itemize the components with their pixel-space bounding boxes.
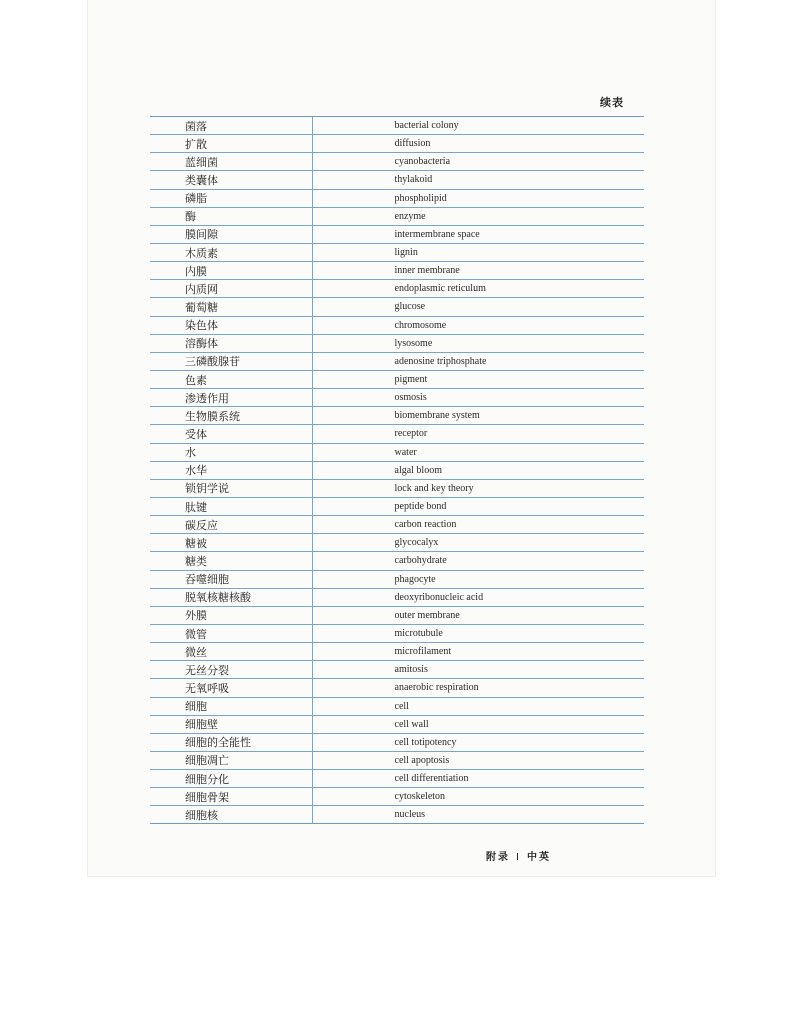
table-row [150, 461, 644, 479]
table-row [150, 588, 644, 606]
table-row [150, 788, 644, 806]
english-term: bacterial colony [312, 117, 644, 135]
chinese-term: 外膜 [150, 606, 312, 624]
table-row [150, 770, 644, 788]
english-term: microfilament [312, 643, 644, 661]
table-row [150, 316, 644, 334]
english-term: deoxyribonucleic acid [312, 588, 644, 606]
table-row [150, 135, 644, 153]
footer-separator: I [516, 852, 521, 863]
table-row [150, 624, 644, 642]
english-term: endoplasmic reticulum [312, 280, 644, 298]
chinese-term: 染色体 [150, 316, 312, 334]
table-row [150, 751, 644, 769]
chinese-term: 细胞核 [150, 806, 312, 824]
table-row [150, 679, 644, 697]
table-row [150, 497, 644, 515]
table-row [150, 117, 644, 135]
chinese-term: 溶酶体 [150, 334, 312, 352]
english-term: water [312, 443, 644, 461]
english-term: osmosis [312, 389, 644, 407]
table-row [150, 733, 644, 751]
table-row [150, 334, 644, 352]
chinese-term: 糖类 [150, 552, 312, 570]
table-row [150, 606, 644, 624]
chinese-term: 细胞的全能性 [150, 733, 312, 751]
chinese-term: 色素 [150, 370, 312, 388]
english-term: lignin [312, 243, 644, 261]
english-term: cell totipotency [312, 733, 644, 751]
english-term: glycocalyx [312, 534, 644, 552]
table-row [150, 407, 644, 425]
chinese-term: 肽键 [150, 497, 312, 515]
chinese-term: 细胞骨架 [150, 788, 312, 806]
glossary-table [150, 116, 644, 824]
footer-appendix: 附录 [486, 852, 510, 863]
chinese-term: 细胞壁 [150, 715, 312, 733]
english-term: nucleus [312, 806, 644, 824]
table-row [150, 643, 644, 661]
table-row [150, 661, 644, 679]
chinese-term: 细胞分化 [150, 770, 312, 788]
table-row [150, 225, 644, 243]
table-row [150, 425, 644, 443]
table-row [150, 352, 644, 370]
table-row [150, 570, 644, 588]
chinese-term: 葡萄糖 [150, 298, 312, 316]
english-term: lysosome [312, 334, 644, 352]
english-term: cell differentiation [312, 770, 644, 788]
chinese-term: 无氧呼吸 [150, 679, 312, 697]
chinese-term: 渗透作用 [150, 389, 312, 407]
table-row [150, 443, 644, 461]
table-row [150, 370, 644, 388]
english-term: cyanobacteria [312, 153, 644, 171]
table-row [150, 806, 644, 824]
chinese-term: 磷脂 [150, 189, 312, 207]
footer-label: 中英 [526, 852, 551, 863]
chinese-term: 三磷酸腺苷 [150, 352, 312, 370]
english-term: biomembrane system [312, 407, 644, 425]
english-term: adenosine triphosphate [312, 352, 644, 370]
english-term: enzyme [312, 207, 644, 225]
chinese-term: 糖被 [150, 534, 312, 552]
english-term: thylakoid [312, 171, 644, 189]
chinese-term: 膜间隙 [150, 225, 312, 243]
chinese-term: 微丝 [150, 643, 312, 661]
chinese-term: 内质网 [150, 280, 312, 298]
english-term: diffusion [312, 135, 644, 153]
english-term: carbohydrate [312, 552, 644, 570]
chinese-term: 水 [150, 443, 312, 461]
chinese-term: 酶 [150, 207, 312, 225]
table-row [150, 534, 644, 552]
english-term: cytoskeleton [312, 788, 644, 806]
chinese-term: 微管 [150, 624, 312, 642]
english-term: cell [312, 697, 644, 715]
table-row [150, 715, 644, 733]
chinese-term: 内膜 [150, 262, 312, 280]
chinese-term: 扩散 [150, 135, 312, 153]
english-term: peptide bond [312, 497, 644, 515]
chinese-term: 脱氧核糖核酸 [150, 588, 312, 606]
english-term: cell apoptosis [312, 751, 644, 769]
table-row [150, 389, 644, 407]
chinese-term: 受体 [150, 425, 312, 443]
chinese-term: 碳反应 [150, 516, 312, 534]
english-term: inner membrane [312, 262, 644, 280]
chinese-term: 菌落 [150, 117, 312, 135]
glossary-table-body [150, 117, 644, 824]
chinese-term: 无丝分裂 [150, 661, 312, 679]
page-footer [486, 848, 551, 863]
table-row [150, 189, 644, 207]
chinese-term: 细胞 [150, 697, 312, 715]
english-term: phospholipid [312, 189, 644, 207]
table-row [150, 479, 644, 497]
chinese-term: 锁钥学说 [150, 479, 312, 497]
english-term: glucose [312, 298, 644, 316]
continued-label: 续表 [600, 96, 624, 109]
english-term: amitosis [312, 661, 644, 679]
english-term: cell wall [312, 715, 644, 733]
chinese-term: 类囊体 [150, 171, 312, 189]
chinese-term: 蓝细菌 [150, 153, 312, 171]
table-row [150, 171, 644, 189]
english-term: phagocyte [312, 570, 644, 588]
chinese-term: 生物膜系统 [150, 407, 312, 425]
english-term: lock and key theory [312, 479, 644, 497]
english-term: algal bloom [312, 461, 644, 479]
table-row [150, 243, 644, 261]
table-row [150, 280, 644, 298]
chinese-term: 木质素 [150, 243, 312, 261]
table-row [150, 552, 644, 570]
table-row [150, 153, 644, 171]
table-row [150, 207, 644, 225]
table-row [150, 262, 644, 280]
table-row [150, 697, 644, 715]
english-term: carbon reaction [312, 516, 644, 534]
chinese-term: 吞噬细胞 [150, 570, 312, 588]
english-term: intermembrane space [312, 225, 644, 243]
english-term: receptor [312, 425, 644, 443]
english-term: anaerobic respiration [312, 679, 644, 697]
chinese-term: 细胞凋亡 [150, 751, 312, 769]
english-term: pigment [312, 370, 644, 388]
english-term: outer membrane [312, 606, 644, 624]
english-term: microtubule [312, 624, 644, 642]
chinese-term: 水华 [150, 461, 312, 479]
table-row [150, 516, 644, 534]
english-term: chromosome [312, 316, 644, 334]
table-row [150, 298, 644, 316]
